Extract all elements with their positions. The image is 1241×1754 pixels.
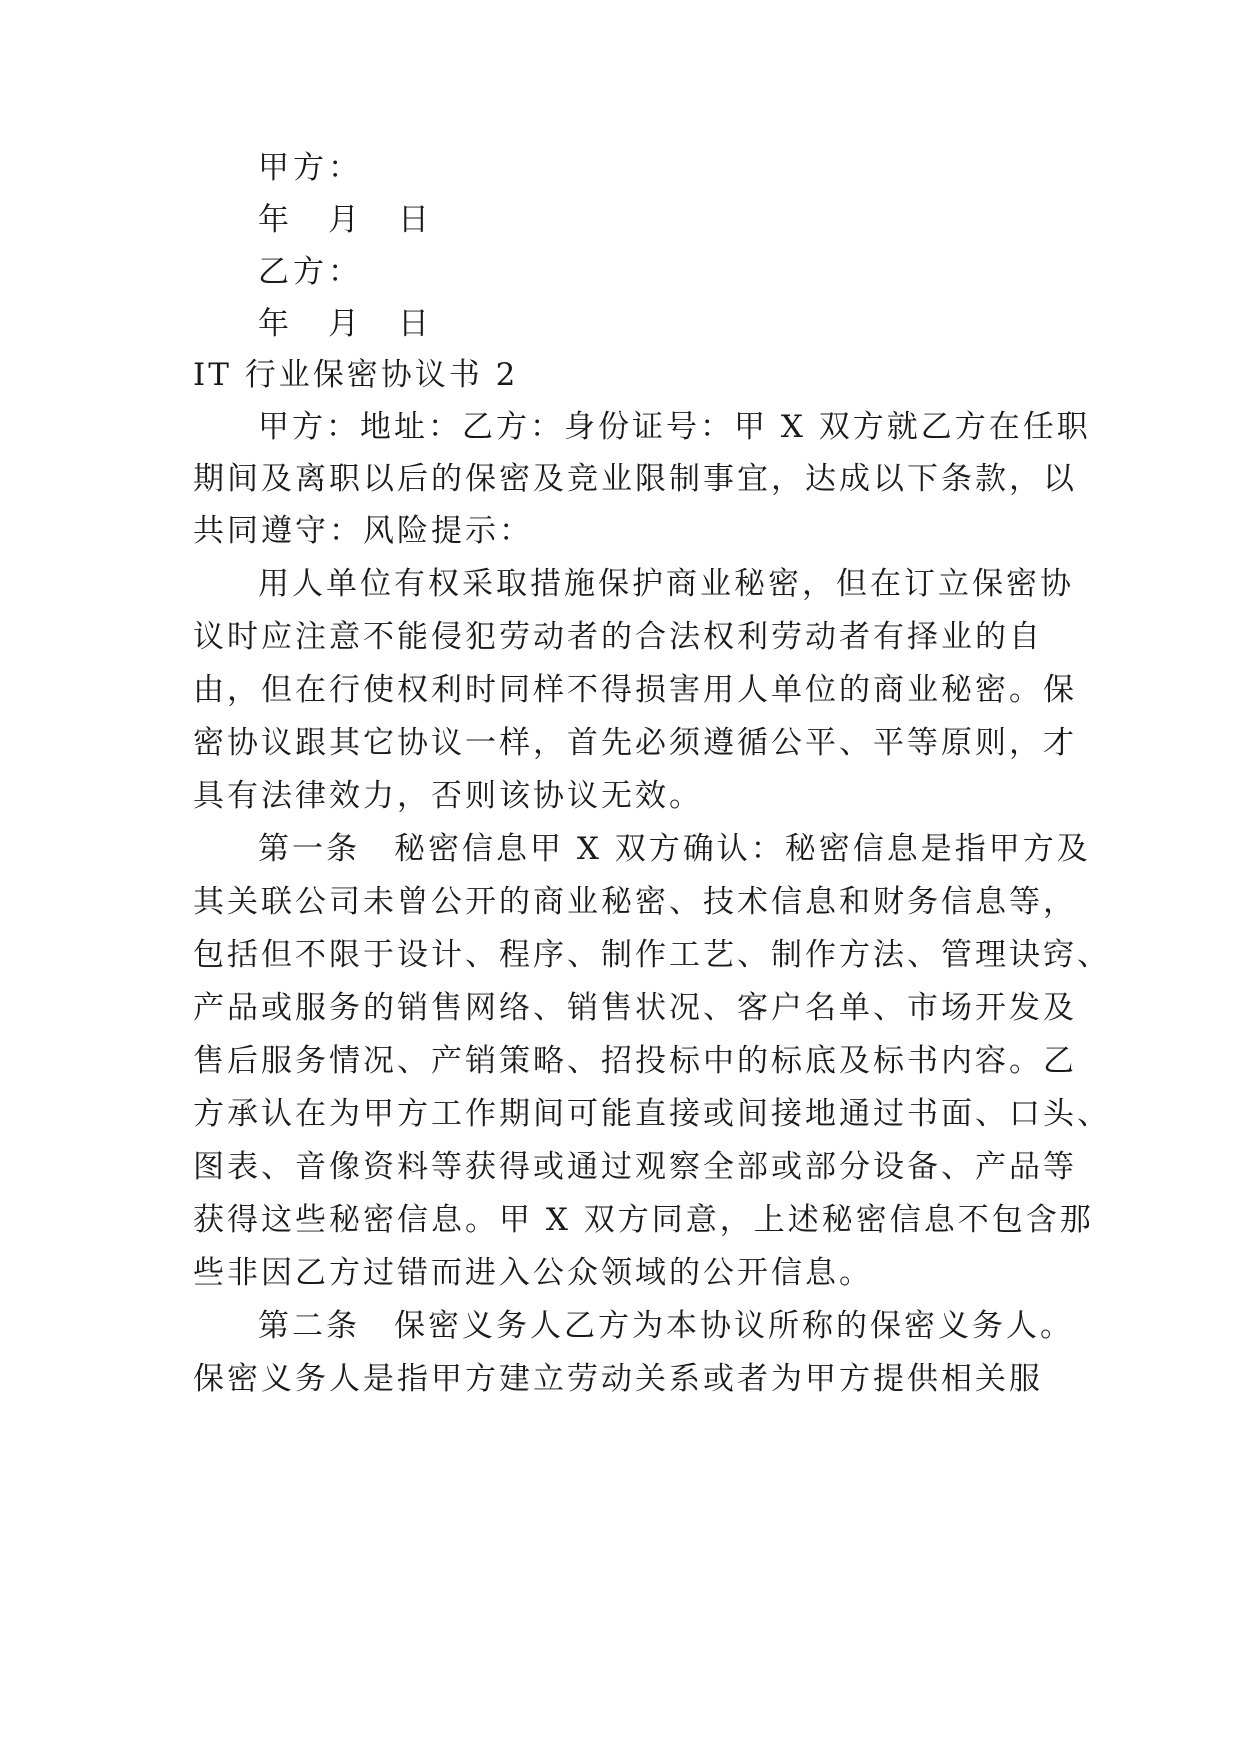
- paragraph-3-line-1: 第一条 秘密信息甲 X 双方确认：秘密信息是指甲方及: [258, 831, 1091, 867]
- party-b-signature-label: 乙方：: [258, 254, 363, 290]
- paragraph-3-line-6: 方承认在为甲方工作期间可能直接或间接地通过书面、口头、: [193, 1096, 1111, 1132]
- party-a-signature-label: 甲方：: [258, 150, 363, 186]
- paragraph-3-line-4: 产品或服务的销售网络、销售状况、客户名单、市场开发及: [193, 990, 1077, 1026]
- paragraph-3-line-8: 获得这些秘密信息。甲 X 双方同意，上述秘密信息不包含那: [193, 1202, 1094, 1238]
- paragraph-2-line-3: 由，但在行使权利时同样不得损害用人单位的商业秘密。保: [193, 672, 1077, 708]
- paragraph-1-line-1: 甲方：地址：乙方：身份证号：甲 X 双方就乙方在任职: [258, 409, 1091, 445]
- paragraph-2-line-2: 议时应注意不能侵犯劳动者的合法权利劳动者有择业的自: [193, 619, 1043, 655]
- paragraph-2-line-1: 用人单位有权采取措施保护商业秘密，但在订立保密协: [258, 566, 1074, 602]
- paragraph-2-line-5: 具有法律效力，否则该协议无效。: [193, 778, 703, 814]
- paragraph-4-line-2: 保密义务人是指甲方建立劳动关系或者为甲方提供相关服: [193, 1361, 1043, 1397]
- paragraph-3-line-5: 售后服务情况、产销策略、招投标中的标底及标书内容。乙: [193, 1043, 1077, 1079]
- paragraph-3-line-9: 些非因乙方过错而进入公众领域的公开信息。: [193, 1255, 873, 1291]
- party-a-date-line: 年 月 日: [258, 202, 433, 238]
- paragraph-1-line-2: 期间及离职以后的保密及竞业限制事宜，达成以下条款，以: [193, 461, 1077, 497]
- paragraph-3-line-3: 包括但不限于设计、程序、制作工艺、制作方法、管理诀窍、: [193, 937, 1111, 973]
- document-title: IT 行业保密协议书 2: [193, 357, 519, 393]
- paragraph-2-line-4: 密协议跟其它协议一样，首先必须遵循公平、平等原则，才: [193, 725, 1077, 761]
- paragraph-4-line-1: 第二条 保密义务人乙方为本协议所称的保密义务人。: [258, 1308, 1074, 1344]
- paragraph-3-line-7: 图表、音像资料等获得或通过观察全部或部分设备、产品等: [193, 1149, 1077, 1185]
- party-b-date-line: 年 月 日: [258, 306, 433, 342]
- paragraph-1-line-3: 共同遵守：风险提示：: [193, 513, 533, 549]
- paragraph-3-line-2: 其关联公司未曾公开的商业秘密、技术信息和财务信息等，: [193, 884, 1077, 920]
